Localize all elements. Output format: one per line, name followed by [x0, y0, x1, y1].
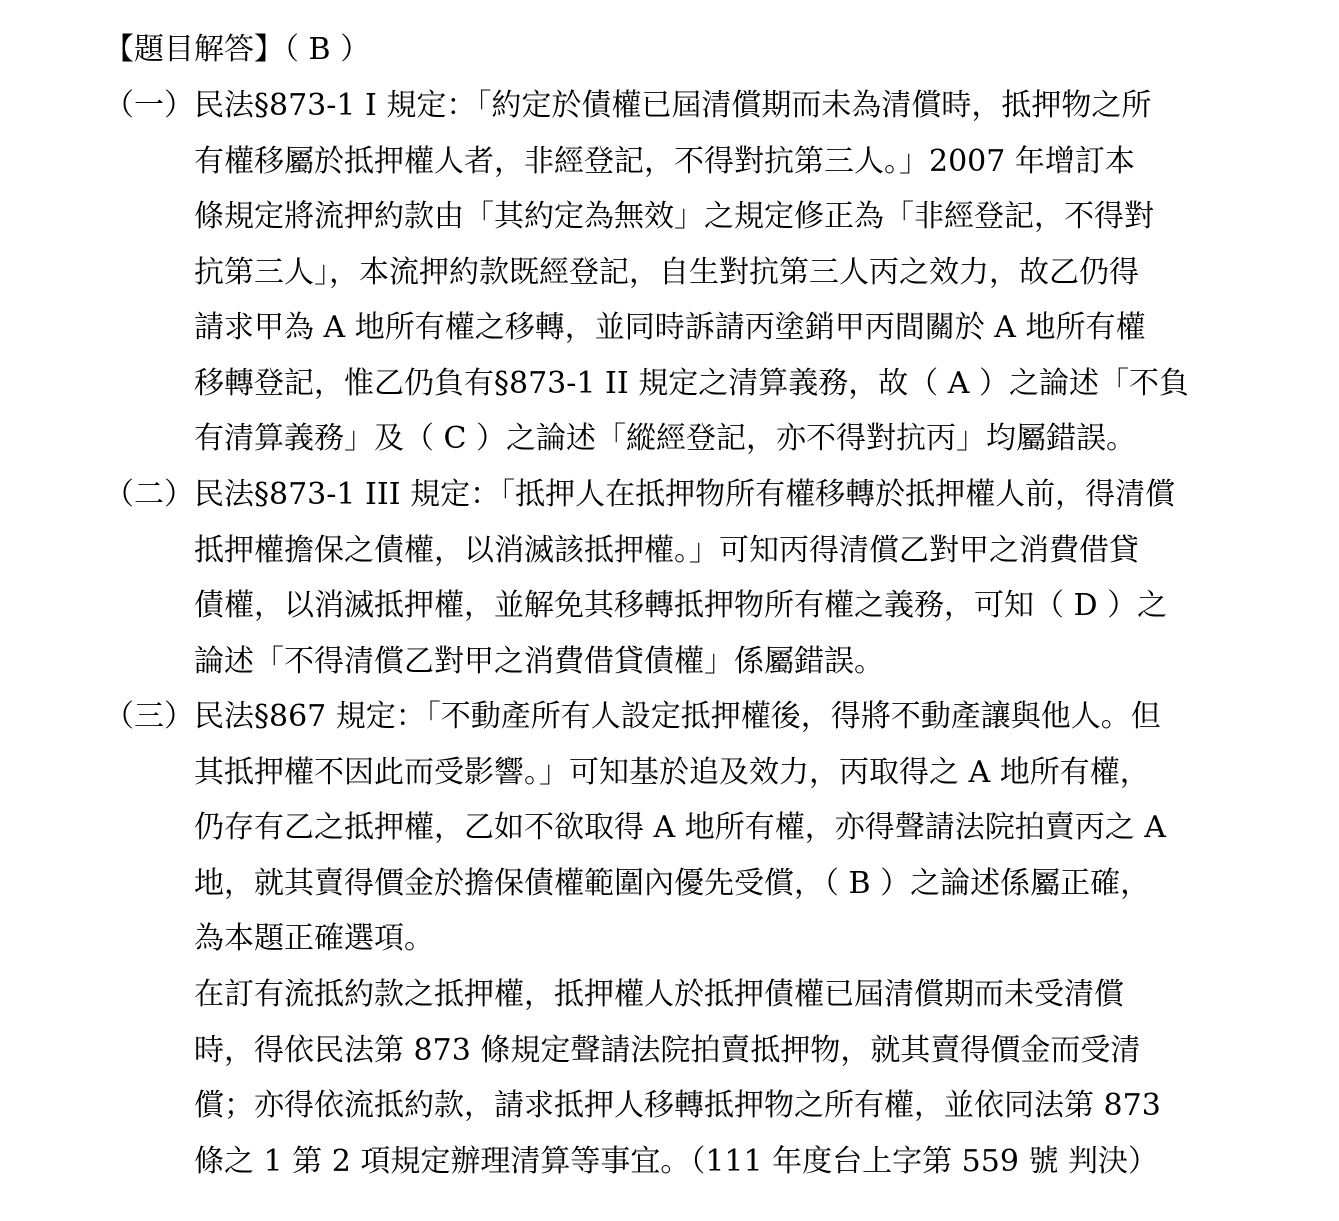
paragraph-line: 論述「不得清償乙對甲之消費借貸債權」係屬錯誤。 [194, 644, 884, 679]
paragraph-line: 民法§867 規定：「不動產所有人設定抵押權後，得將不動產讓與他人。但 [194, 699, 1161, 734]
paragraph-line: 抗第三人」，本流押約款既經登記，自生對抗第三人丙之效力，故乙仍得 [194, 255, 1139, 290]
paragraph-line: 有清算義務」及（ C ）之論述「縱經登記，亦不得對抗丙」均屬錯誤。 [194, 421, 1137, 456]
section-marker: （一） [104, 88, 194, 123]
paragraph-line: 為本題正確選項。 [194, 921, 434, 956]
note-line: 條之 1 第 2 項規定辦理清算等事宜。（111 年度台上字第 559 號 判決） [194, 1144, 1158, 1179]
paragraph-line: 有權移屬於抵押權人者，非經登記，不得對抗第三人。」2007 年增訂本 [194, 144, 1135, 179]
paragraph-line: 民法§873-1 I 規定：「約定於債權已屆清償期而未為清償時，抵押物之所 [194, 88, 1152, 123]
paragraph-line: 抵押權擔保之債權，以消滅該抵押權。」可知丙得清償乙對甲之消費借貸 [194, 533, 1139, 568]
paragraph-line: 請求甲為 A 地所有權之移轉，並同時訴請丙塗銷甲丙間關於 A 地所有權 [194, 310, 1146, 345]
answer-title: 【題目解答】（ B ） [104, 32, 371, 67]
paragraph-line: 條規定將流押約款由「其約定為無效」之規定修正為「非經登記，不得對 [194, 199, 1154, 234]
paragraph-line: 民法§873-1 III 規定：「抵押人在抵押物所有權移轉於抵押權人前，得清償 [194, 477, 1176, 512]
note-line: 在訂有流抵約款之抵押權，抵押權人於抵押債權已屆清償期而未受清償 [194, 977, 1124, 1012]
paragraph-line: 其抵押權不因此而受影響。」可知基於追及效力，丙取得之 A 地所有權， [194, 755, 1150, 790]
paragraph-line: 移轉登記，惟乙仍負有§873-1 II 規定之清算義務，故（ A ）之論述「不負 [194, 366, 1189, 401]
note-line: 時，得依民法第 873 條規定聲請法院拍賣抵押物，就其賣得價金而受清 [194, 1033, 1141, 1068]
section-marker: （二） [104, 477, 194, 512]
paragraph-line: 仍存有乙之抵押權，乙如不欲取得 A 地所有權，亦得聲請法院拍賣丙之 A [194, 810, 1166, 845]
section-marker: （三） [104, 699, 194, 734]
paragraph-line: 地，就其賣得價金於擔保債權範圍內優先受償，（ B ）之論述係屬正確， [194, 866, 1151, 901]
paragraph-line: 債權，以消滅抵押權，並解免其移轉抵押物所有權之義務，可知（ D ）之 [194, 588, 1168, 623]
note-line: 償；亦得依流抵約款，請求抵押人移轉抵押物之所有權，並依同法第 873 [194, 1088, 1161, 1123]
